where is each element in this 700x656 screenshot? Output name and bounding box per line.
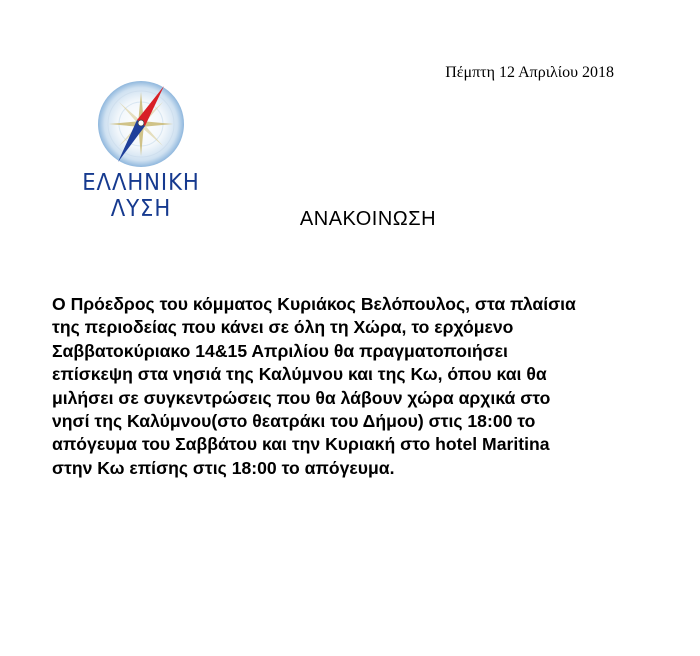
body-line: επίσκεψη στα νησιά της Καλύμνου και της Κω, όπου και θα bbox=[52, 364, 547, 385]
body-line: Ο Πρόεδρος του κόμματος Κυριάκος Βελόπουλος, στα πλαίσια bbox=[52, 294, 576, 314]
body-line: νησί της Καλύμνου(στο θεατράκι του Δήμου) στις 18:00 το bbox=[52, 411, 536, 432]
logo-text-line1: ΕΛΛΗΝΙΚΗ bbox=[82, 170, 200, 196]
announcement-body bbox=[52, 293, 642, 480]
compass-logo-icon bbox=[86, 78, 196, 170]
body-line: απόγευμα του Σαββάτου και την Κυριακή στο hotel Maritina bbox=[52, 434, 550, 455]
body-line: μιλήσει σε συγκεντρώσεις που θα λάβουν χώρα αρχικά στο bbox=[52, 387, 551, 408]
body-line: στην Κω επίσης στις 18:00 το απόγευμα. bbox=[52, 457, 395, 478]
document-date: Πέμπτη 12 Απριλίου 2018 bbox=[445, 64, 614, 81]
logo-text-line2: ΛΥΣΗ bbox=[110, 196, 172, 222]
body-line: της περιοδείας που κάνει σε όλη τη Χώρα, το ερχόμενο bbox=[52, 317, 514, 338]
body-line: Σαββατοκύριακο 14&15 Απριλίου θα πραγματοποιήσει bbox=[52, 340, 508, 361]
party-logo bbox=[76, 78, 206, 228]
document-title: ΑΝΑΚΟΙΝΩΣΗ bbox=[299, 208, 437, 230]
